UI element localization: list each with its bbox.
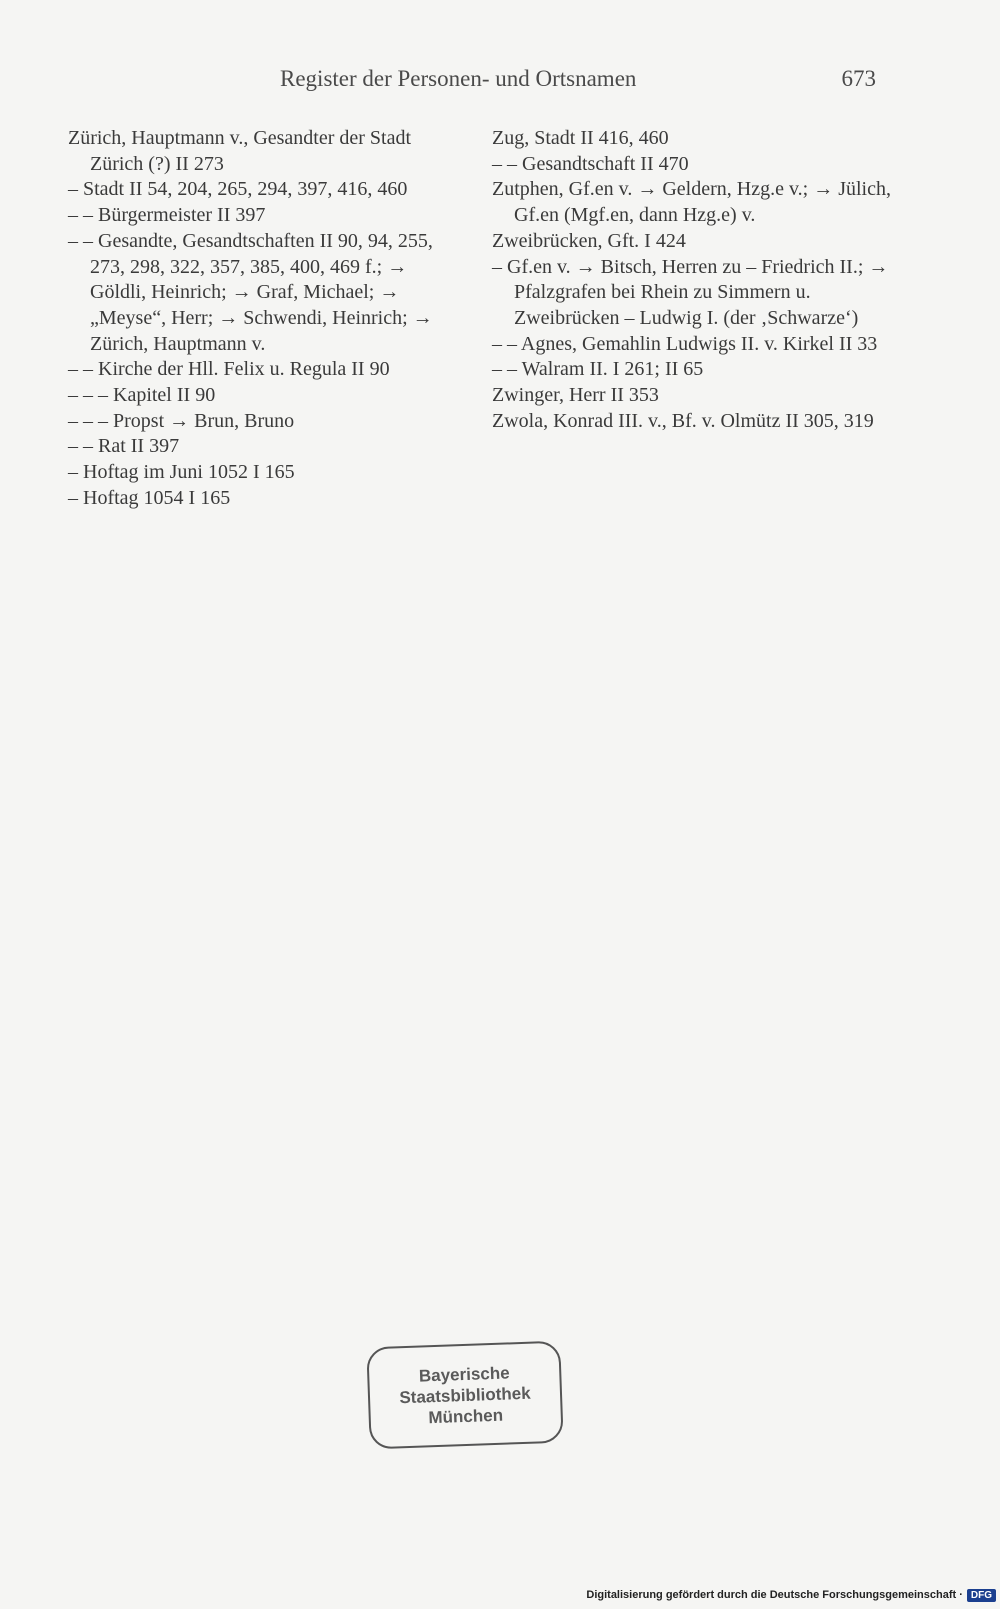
- right-index-column: [492, 126, 892, 434]
- index-entry: Zürich, Hauptmann v., Gesandter der Stadt Zürich (?) II 273: [68, 127, 412, 175]
- index-entry: Zutphen, Gf.en v. → Geldern, Hzg.e v.; → Jülich, Gf.en (Mgf.en, dann Hzg.e) v.: [492, 178, 891, 227]
- left-index-column: [68, 126, 468, 512]
- index-entry: – – Agnes, Gemahlin Ludwigs II. v. Kirkel II 33: [492, 332, 878, 355]
- index-entry: – – Kirche der Hll. Felix u. Regula II 90: [68, 358, 390, 381]
- index-entry: – Stadt II 54, 204, 265, 294, 397, 416, 460: [68, 178, 408, 201]
- index-entry: – – – Propst → Brun, Bruno: [68, 409, 295, 432]
- index-entry: – Gf.en v. → Bitsch, Herren zu – Friedrich II.; → Pfalzgrafen bei Rhein zu Simmern u. Zweibrücken – Ludwig I. (der ‚Schwarze‘): [492, 255, 889, 329]
- footer-text: Digitalisierung gefördert durch die Deutsche Forschungsgemeinschaft ·: [586, 1589, 963, 1601]
- index-entry: Zweibrücken, Gft. I 424: [492, 229, 686, 252]
- page-header: [280, 66, 880, 96]
- running-title: Register der Personen- und Ortsnamen: [280, 66, 637, 91]
- index-entry: – – Walram II. I 261; II 65: [492, 358, 704, 381]
- index-entry: – Hoftag im Juni 1052 I 165: [68, 461, 295, 484]
- index-entry: – – Rat II 397: [68, 435, 180, 458]
- index-entry: – Hoftag 1054 I 165: [68, 486, 231, 509]
- index-entry: – – Bürgermeister II 397: [68, 204, 266, 227]
- index-entry: – – Gesandte, Gesandtschaften II 90, 94, 255, 273, 298, 322, 357, 385, 400, 469 f.; → Göldli, Heinrich; → Graf, Michael; → „Meyse“, Herr; → Schwendi, Heinrich; → Zürich, Hauptmann v.: [68, 229, 433, 355]
- dfg-logo: DFG: [967, 1589, 996, 1602]
- stamp-line: Bayerische: [418, 1362, 510, 1386]
- stamp-line: Staatsbibliothek: [399, 1383, 531, 1407]
- page-number: 673: [841, 66, 876, 91]
- stamp-line: München: [428, 1405, 504, 1427]
- digitization-footer: [586, 1585, 996, 1605]
- index-entry: Zwinger, Herr II 353: [492, 384, 659, 407]
- index-entry: Zug, Stadt II 416, 460: [492, 127, 669, 149]
- library-stamp: [366, 1341, 563, 1450]
- index-entry: – – – Kapitel II 90: [68, 384, 216, 407]
- index-entry: Zwola, Konrad III. v., Bf. v. Olmütz II 305, 319: [492, 409, 874, 432]
- index-entry: – – Gesandtschaft II 470: [492, 152, 689, 175]
